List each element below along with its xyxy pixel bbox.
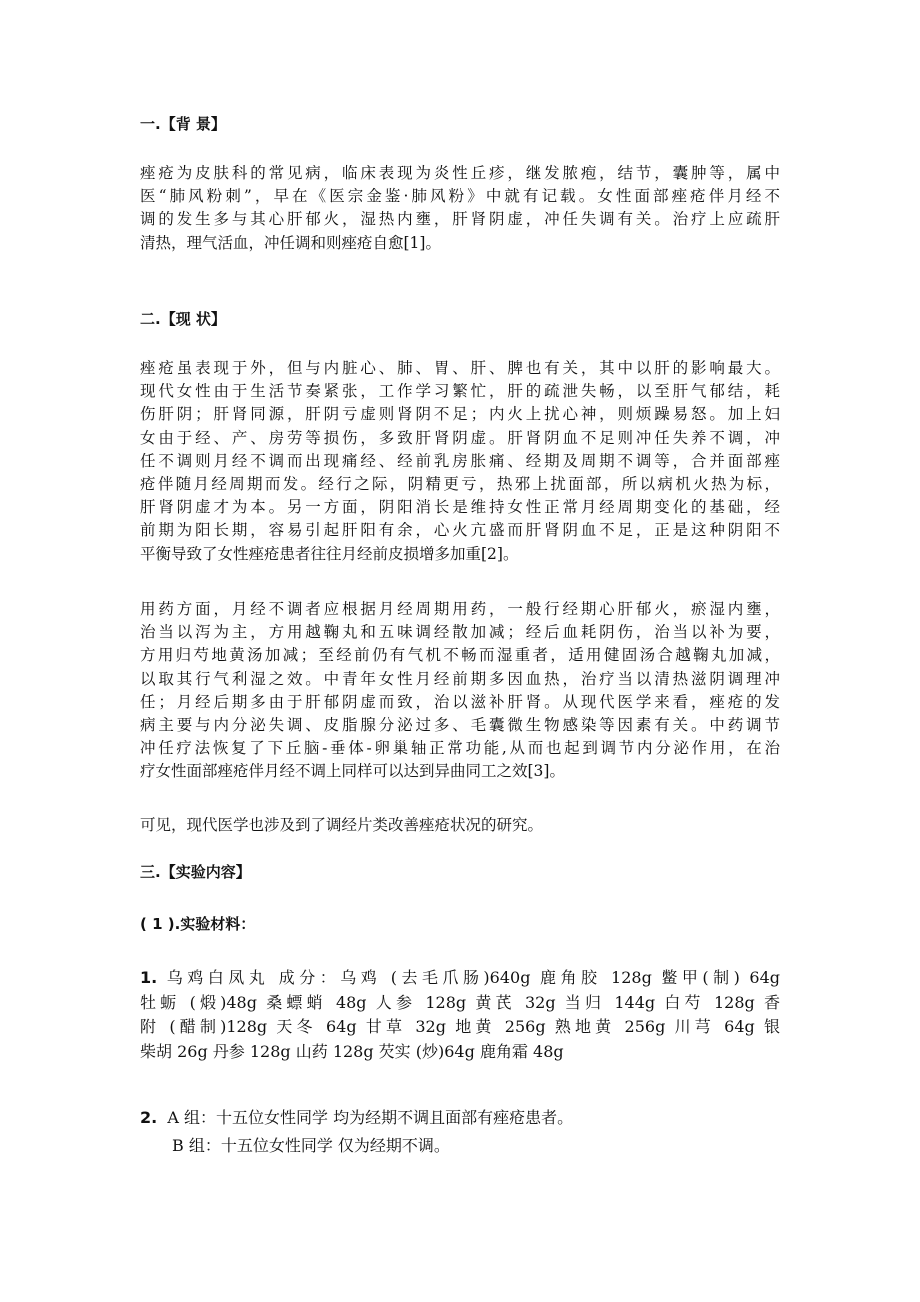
text-line: 平衡导致了女性痤疮患者往往月经前皮损增多加重[2]。 <box>140 544 519 563</box>
materials-item-1 <box>140 966 780 1064</box>
text-line: 疗女性面部痤疮伴月经不调上同样可以达到异曲同工之效[3]。 <box>140 762 565 781</box>
background-paragraph <box>140 162 780 255</box>
text-line: 疮伴随月经周期而发。经行之际，阴精更亏，热邪上扰面部，所以病机火热为标， <box>140 474 780 493</box>
text-line: 痤疮为皮肤科的常见病，临床表现为炎性丘疹，继发脓疱，结节，囊肿等，属中 <box>140 164 780 182</box>
text-line: 可见，现代医学也涉及到了调经片类改善痤疮状况的研究。 <box>140 816 544 834</box>
status-paragraph-3 <box>140 814 780 837</box>
text-line: 女由于经、产、房劳等损伤，多致肝肾阴虚。肝肾阴血不足则冲任失养不调，冲 <box>140 428 780 447</box>
text-line: 痤疮虽表现于外，但与内脏心、肺、胃、肝、脾也有关，其中以肝的影响最大。 <box>140 359 780 377</box>
text-line: 病主要与内分泌失调、皮脂腺分泌过多、毛囊微生物感染等因素有关。中药调节 <box>140 715 780 734</box>
text-line: 清热，理气活血，冲任调和则痤疮自愈[1]。 <box>140 233 441 252</box>
text-line: 任；月经后期多由于肝郁阴虚而致，治以滋补肝肾。从现代医学来看，痤疮的发 <box>140 692 780 711</box>
text-line: 用药方面，月经不调者应根据月经周期用药，一般行经期心肝郁火，瘀湿内壅， <box>140 600 780 618</box>
section-heading-experiment: 三.【实验内容】 <box>140 863 251 881</box>
text-line: 医“肺风粉刺”，早在《医宗金鉴·肺风粉》中就有记载。女性面部痤疮伴月经不 <box>140 187 780 206</box>
section-heading-status: 二.【现 状】 <box>140 310 226 328</box>
subheading-materials: ( 1 ).实验材料： <box>140 915 256 933</box>
item-number: 2. <box>140 1108 158 1127</box>
status-paragraph-1 <box>140 357 780 566</box>
group-b-text: B 组：十五位女性同学 仅为经期不调。 <box>172 1136 450 1155</box>
text-line: 以取其行气利湿之效。中青年女性月经前期多因血热，治疗当以清热滋阴调理冲 <box>140 669 780 688</box>
item-number: 1. <box>140 968 158 987</box>
materials-item-2 <box>140 1106 573 1130</box>
text-line: 肝肾阴虚才为本。另一方面，阴阳消长是维持女性正常月经周期变化的基础，经 <box>140 498 780 517</box>
text-line: 冲任疗法恢复了下丘脑-垂体-卵巢轴正常功能,从而也起到调节内分泌作用，在治 <box>140 739 780 758</box>
text-line: 任不调则月经不调而出现痛经、经前乳房胀痛、经期及周期不调等，合并面部痤 <box>140 451 780 470</box>
group-a-text: A 组：十五位女性同学 均为经期不调且面部有痤疮患者。 <box>167 1108 574 1127</box>
section-heading-background: 一.【背 景】 <box>140 115 226 133</box>
text-line: 治当以泻为主，方用越鞠丸和五味调经散加减；经后血耗阴伤，治当以补为要， <box>140 623 780 642</box>
text-line <box>140 966 780 991</box>
text-line: 现代女性由于生活节奏紧张，工作学习繁忙，肝的疏泄失畅，以至肝气郁结，耗 <box>140 382 780 401</box>
text-line: 调的发生多与其心肝郁火，湿热内壅，肝肾阴虚，冲任失调有关。治疗上应疏肝 <box>140 210 780 229</box>
text-line: 附 (醋制)128g 天冬 64g 甘草 32g 地黄 256g 熟地黄 256g 川芎 64g 银 <box>140 1017 780 1036</box>
text-line: 伤肝阴；肝肾同源，肝阴亏虚则肾阴不足；内火上扰心神，则烦躁易怒。加上妇 <box>140 405 780 424</box>
text-line: 方用归芍地黄汤加减；至经前仍有气机不畅而湿重者，适用健固汤合越鞠丸加减， <box>140 646 780 665</box>
text-line: 牡蛎 (煅)48g 桑螵蛸 48g 人参 128g 黄芪 32g 当归 144g 白芍 128g 香 <box>140 992 780 1012</box>
group-b-line <box>172 1134 450 1158</box>
text-line: 柴胡 26g 丹参 128g 山药 128g 芡实 (炒)64g 鹿角霜 48g <box>140 1041 564 1061</box>
status-paragraph-2 <box>140 598 780 784</box>
text-line: 前期为阳长期，容易引起肝阳有余，心火亢盛而肝肾阴血不足，正是这种阴阳不 <box>140 521 780 540</box>
ingredients-text: 乌鸡白凤丸 成分：乌鸡 (去毛爪肠)640g 鹿角胶 128g 鳖甲(制) 64g <box>166 968 780 987</box>
